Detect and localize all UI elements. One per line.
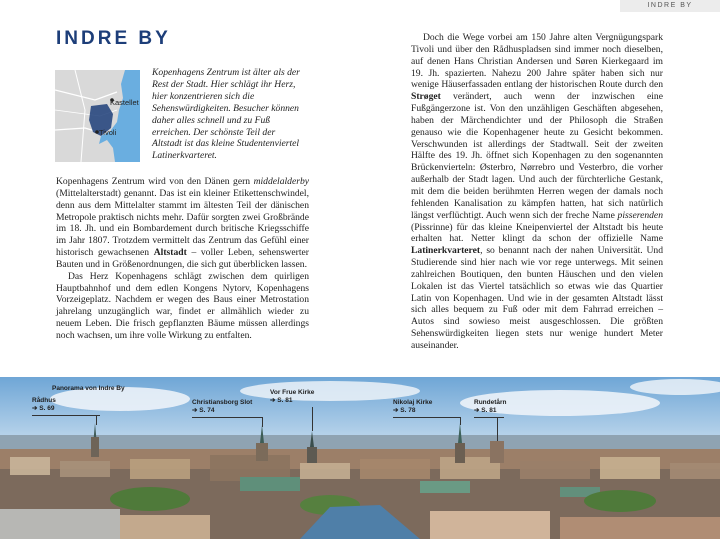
callout-nikolaj-kirke <box>393 399 432 415</box>
bold-term: Latinerkvarteret <box>411 245 481 257</box>
leader-line <box>393 417 460 418</box>
map-label-kastellet: Kastellet <box>110 98 139 107</box>
panorama-illustration <box>0 377 720 539</box>
callout-page-ref: ➔ S. 81 <box>474 407 497 414</box>
right-paragraph-1 <box>411 32 663 352</box>
italic-term: middelalderby <box>253 176 309 187</box>
callout-vor-frue-kirke <box>270 389 314 405</box>
callout-radhus <box>32 397 56 413</box>
panorama-photo <box>0 377 720 539</box>
map-label-tivoli: Tivoli <box>99 128 117 137</box>
map-graphic <box>55 70 140 162</box>
leader-line <box>474 417 504 418</box>
callout-name: Christiansborg Slot <box>192 399 253 406</box>
callout-page-ref: ➔ S. 81 <box>270 397 293 404</box>
leader-line <box>497 417 498 441</box>
callout-page-ref: ➔ S. 78 <box>393 407 416 414</box>
left-paragraph-2: Das Herz Kopenhagens schlägt zwischen dem quirligen Hauptbahnhof und dem edlen Kongens Nytorv, Kopenhagens Vorzeigeplatz. Nachdem er wegen des Baus einer Metrostation jahrelang unzugänglich war, findet er allmählich wieder zu neuem Leben. Die frisch gepflanzten Bäume müssen allerdings noch wachsen, um ihre volle Wirkung zu entfalten. <box>56 270 309 341</box>
callout-name: Nikolaj Kirke <box>393 399 433 406</box>
left-column <box>56 176 309 342</box>
locator-map <box>55 70 140 162</box>
callout-page-ref: ➔ S. 74 <box>192 407 215 414</box>
callout-rundetarn <box>474 399 507 415</box>
italic-term: pisserenden <box>617 209 663 221</box>
leader-line <box>96 415 97 425</box>
leader-line <box>460 417 461 425</box>
callout-name: Rundetårn <box>474 399 507 406</box>
text-span: , so benannt nach der nahen Universität. Und Studierende sind hier nach wie vor rege unterwegs. Mit seinen zahlreichen Boutiquen, den bunten Häuschen und den vielen Lokalen ist das Viertel tatsächlich so etwas wie das Quartier Latin von Kopenhagen. Und wie in der gesamten Altstadt lässt sich alles bequem zu Fuß oder mit dem Fahrrad erreichen – Autos sind sowieso meist ausgeschlossen. Die größten Sehenswürdigkeiten liegen stets nur wenige hundert Meter auseinander. <box>411 245 663 351</box>
text-span: verändert, auch wenn der inzwischen eine Fußgängerzone ist. Von den unzähligen Geschäften abgesehen, haben der Märchendichter und der Philosoph die Straßen genauso wie die Kopenhagener heute zu Gesicht bekommen. Verschwunden ist allerdings der Stadtwall. Seit der zweiten Hälfte des 19. Jh. öffnet sich Kopenhagen zu den sogenannten Brückenvierteln: Østerbro, Nørrebro und Vesterbro, die vorher außerhalb der Stadt lagen. Und auch der fürchterliche Gestank, mit dem die beiden berühmten Herren wegen der damals noch fehlenden Kanalisation zu kämpfen hatten, hat sich natürlich längst verflüchtigt. Auch wenn sich der freche Name <box>411 91 663 221</box>
text-span: Kopenhagens Zentrum wird von den Dänen gern <box>56 176 254 187</box>
bold-term: Strøget <box>411 91 441 103</box>
bold-term: Altstadt <box>153 247 187 259</box>
photo-caption: Panorama von Indre By <box>52 385 125 392</box>
leader-line <box>262 417 263 427</box>
leader-line <box>32 415 100 416</box>
callout-page-ref: ➔ S. 69 <box>32 405 55 412</box>
callout-name: Rådhus <box>32 397 56 404</box>
callout-christiansborg <box>192 399 252 415</box>
page-title: INDRE BY <box>56 28 171 49</box>
leader-line <box>192 417 262 418</box>
text-span: (Mittelalterstadt) genannt. Das ist ein kleiner Etikettenschwindel, denn aus dem Mittelalter stammt im ältesten Teil der dänischen Metropole praktisch nichts mehr. Dafür sorgten zwei Großbrände im 18. Jh. und ein Bombardement durch britische Kriegsschiffe im Jahr 1807. Trotzdem vermittelt das Zentrum das Gefühl einer historisch gewachsenen <box>56 187 309 259</box>
text-span: (Pissrinne) für das kleine Kneipenviertel der Altstadt bis heute erhalten hat. Netter klingt da schon der offizielle Name <box>411 221 663 245</box>
text-span: Doch die Wege vorbei am 150 Jahre alten Vergnügungspark Tivoli und über den Rådhuspladsen sind immer noch dieselben, auf denen Hans Christian Andersen und Søren Kierkegaard im 19. Jh. spazierten. Nahezu 200 Jahre später haben sich nur wenige Häuserfassaden entlang der historischen Route durch den <box>411 32 663 91</box>
text-span: – voller Leben, sehenswerter Bauten und in Größenordnungen, die sich gut überblicken lassen. <box>56 247 310 270</box>
callout-name: Vor Frue Kirke <box>270 389 315 396</box>
intro-text: Kopenhagens Zentrum ist älter als der Rest der Stadt. Hier schlägt ihr Herz, hier konzentrieren sich die Sehenswürdigkeiten. Besucher können daher alles schnell und zu Fuß erreichen. Der schönste Teil der Altstadt ist das kleine Studentenviertel Latinerkvarteret. <box>152 67 300 162</box>
right-column <box>411 32 663 352</box>
leader-line <box>312 407 313 431</box>
left-paragraph-1 <box>56 176 309 271</box>
running-head: INDRE BY <box>620 0 720 12</box>
